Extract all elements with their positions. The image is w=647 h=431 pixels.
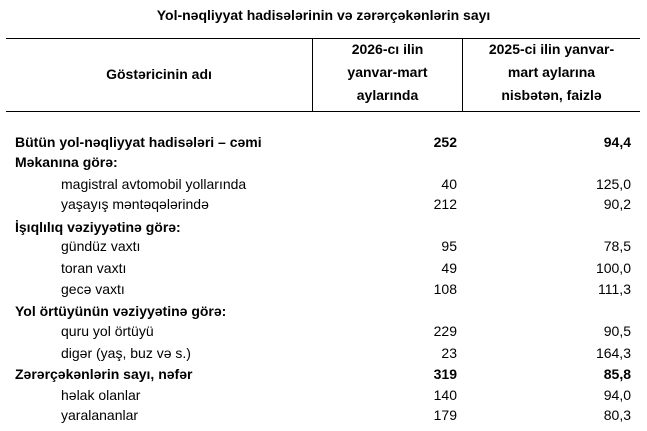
row-label: quru yol örtüyü bbox=[61, 323, 154, 339]
row-percent: 85,8 bbox=[603, 366, 631, 382]
row-label: yaralananlar bbox=[61, 407, 139, 423]
row-value: 49 bbox=[441, 260, 457, 276]
row-label: İşıqlılıq vəziyyətinə görə: bbox=[15, 219, 181, 235]
row-percent: 90,5 bbox=[603, 323, 631, 339]
row-value: 108 bbox=[433, 281, 457, 297]
row-percent: 94,4 bbox=[603, 134, 631, 150]
row-label: həlak olanlar bbox=[61, 387, 141, 403]
row-value: 179 bbox=[433, 407, 457, 423]
row-percent: 125,0 bbox=[595, 176, 631, 192]
row-label: digər (yaş, buz və s.) bbox=[61, 345, 191, 361]
row-label: gecə vaxtı bbox=[61, 281, 125, 297]
header-percent-change-line-1: 2025-ci ilin yanvar- bbox=[488, 41, 615, 57]
header-percent-change bbox=[463, 38, 640, 107]
header-current-period bbox=[313, 38, 462, 107]
row-value: 319 bbox=[433, 366, 457, 382]
row-percent: 100,0 bbox=[595, 260, 631, 276]
row-label: gündüz vaxtı bbox=[61, 238, 141, 254]
row-value: 95 bbox=[441, 238, 457, 254]
row-value: 40 bbox=[441, 176, 457, 192]
table-header-rule bbox=[6, 111, 640, 112]
row-label: Bütün yol-nəqliyyat hadisələri – cəmi bbox=[15, 134, 262, 150]
row-percent: 78,5 bbox=[603, 238, 631, 254]
row-value: 229 bbox=[433, 323, 457, 339]
row-label: toran vaxtı bbox=[61, 260, 127, 276]
row-percent: 164,3 bbox=[595, 345, 631, 361]
row-percent: 80,3 bbox=[603, 407, 631, 423]
table-title: Yol-nəqliyyat hadisələrinin və zərərçəkənlərin sayı bbox=[156, 7, 491, 23]
row-label: Zərərçəkənlərin sayı, nəfər bbox=[15, 366, 193, 382]
row-percent: 90,2 bbox=[603, 196, 631, 212]
header-current-period-line-1: 2026-cı ilin bbox=[351, 41, 424, 57]
header-current-period-line-3: aylarında bbox=[356, 87, 419, 103]
header-indicator-name: Göstəricinin adı bbox=[106, 66, 212, 82]
row-label: Məkanına görə: bbox=[15, 154, 118, 170]
row-value: 252 bbox=[433, 134, 457, 150]
header-percent-change-line-2: mart aylarına bbox=[507, 64, 596, 80]
row-percent: 111,3 bbox=[598, 281, 631, 297]
row-value: 212 bbox=[433, 196, 457, 212]
row-value: 140 bbox=[433, 387, 457, 403]
row-percent: 94,0 bbox=[603, 387, 631, 403]
header-percent-change-line-3: nisbətən, faizlə bbox=[501, 87, 602, 103]
row-label: magistral avtomobil yollarında bbox=[61, 176, 247, 192]
header-current-period-line-2: yanvar-mart bbox=[347, 64, 428, 80]
row-value: 23 bbox=[441, 345, 457, 361]
row-label: yaşayış məntəqələrində bbox=[61, 196, 209, 212]
row-label: Yol örtüyünün vəziyyətinə görə: bbox=[15, 303, 227, 319]
